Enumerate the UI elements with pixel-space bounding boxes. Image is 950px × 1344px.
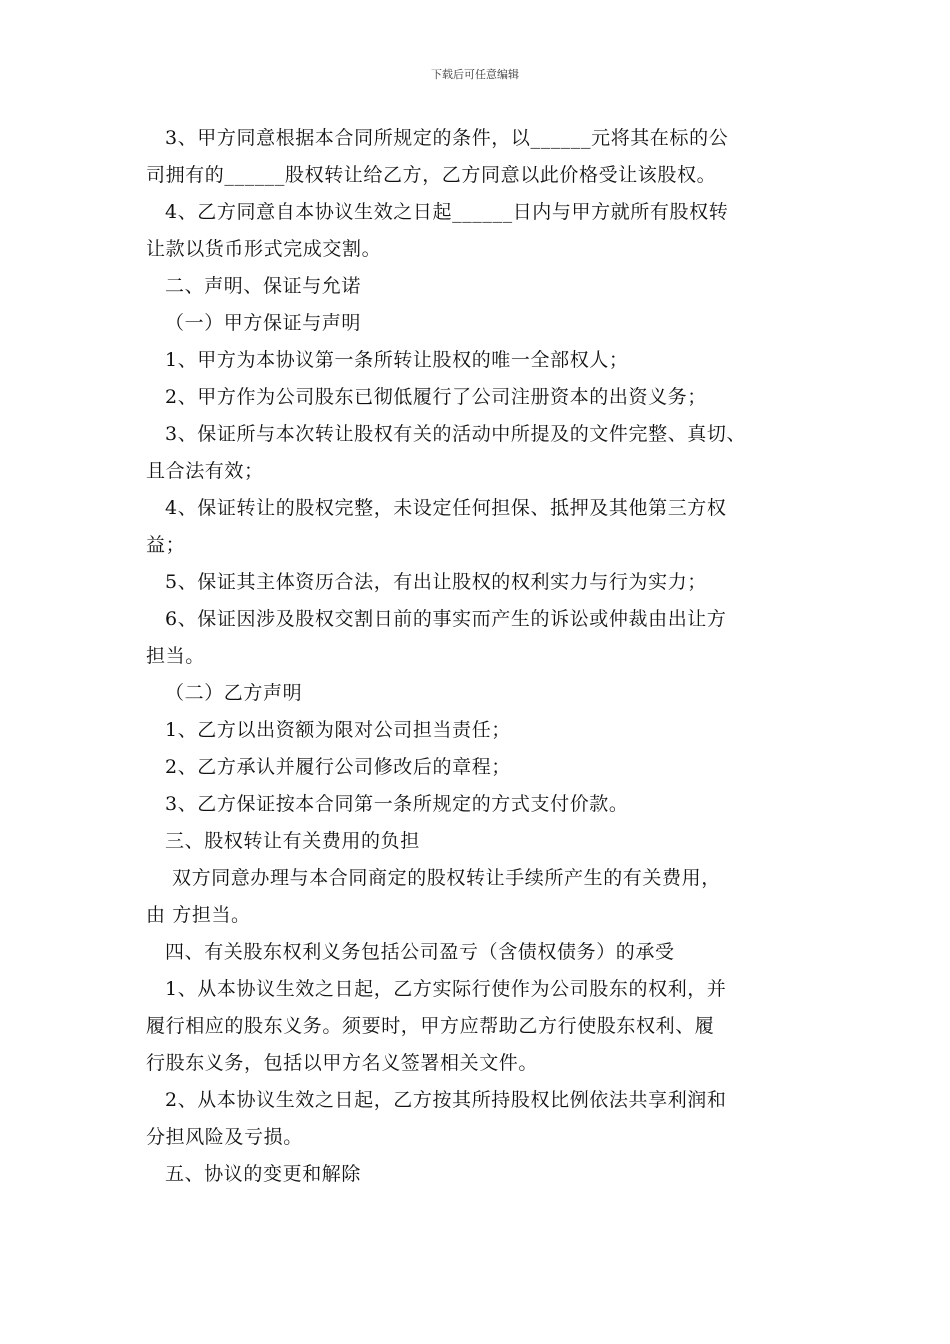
text-line: 五、协议的变更和解除 <box>165 1163 362 1185</box>
text-line: 3、保证所与本次转让股权有关的活动中所提及的文件完整、真切、 <box>165 423 747 445</box>
text-line: 双方同意办理与本合同商定的股权转让手续所产生的有关费用， <box>172 867 721 889</box>
text-line: 司拥有的______股权转让给乙方，乙方同意以此价格受让该股权。 <box>146 164 717 186</box>
text-line: 3、甲方同意根据本合同所规定的条件，以______元将其在标的公 <box>165 127 729 149</box>
text-line: 益； <box>146 534 186 556</box>
text-line: 5、保证其主体资历合法，有出让股权的权利实力与行为实力； <box>165 571 707 593</box>
page-header: 下载后可任意编辑 <box>431 68 519 81</box>
text-line: 1、乙方以出资额为限对公司担当责任； <box>165 719 511 741</box>
text-line: 1、甲方为本协议第一条所转让股权的唯一全部权人； <box>165 349 629 371</box>
text-line: 6、保证因涉及股权交割日前的事实而产生的诉讼或仲裁由出让方 <box>165 608 727 630</box>
text-line: 且合法有效； <box>146 460 264 482</box>
text-line: 让款以货币形式完成交割。 <box>146 238 382 260</box>
text-line: 二、声明、保证与允诺 <box>165 275 362 297</box>
text-line: （二）乙方声明 <box>165 682 303 704</box>
text-line: 3、乙方保证按本合同第一条所规定的方式支付价款。 <box>165 793 629 815</box>
text-line: 1、从本协议生效之日起，乙方实际行使作为公司股东的权利，并 <box>165 978 727 1000</box>
text-line: 2、从本协议生效之日起，乙方按其所持股权比例依法共享利润和 <box>165 1089 727 1111</box>
text-line: 4、乙方同意自本协议生效之日起______日内与甲方就所有股权转 <box>165 201 729 223</box>
text-line: 四、有关股东权利义务包括公司盈亏（含债权债务）的承受 <box>165 941 675 963</box>
text-line: 由 方担当。 <box>146 904 251 926</box>
text-line: 担当。 <box>146 645 205 667</box>
text-line: 4、保证转让的股权完整，未设定任何担保、抵押及其他第三方权 <box>165 497 727 519</box>
text-line: 履行相应的股东义务。须要时，甲方应帮助乙方行使股东权利、履 <box>146 1015 715 1037</box>
text-line: （一）甲方保证与声明 <box>165 312 362 334</box>
text-line: 2、乙方承认并履行公司修改后的章程； <box>165 756 511 778</box>
contract-body <box>146 120 816 1193</box>
text-line: 行股东义务，包括以甲方名义签署相关文件。 <box>146 1052 539 1074</box>
text-line: 三、股权转让有关费用的负担 <box>165 830 420 852</box>
text-line: 2、甲方作为公司股东已彻低履行了公司注册资本的出资义务； <box>165 386 707 408</box>
text-line: 分担风险及亏损。 <box>146 1126 303 1148</box>
